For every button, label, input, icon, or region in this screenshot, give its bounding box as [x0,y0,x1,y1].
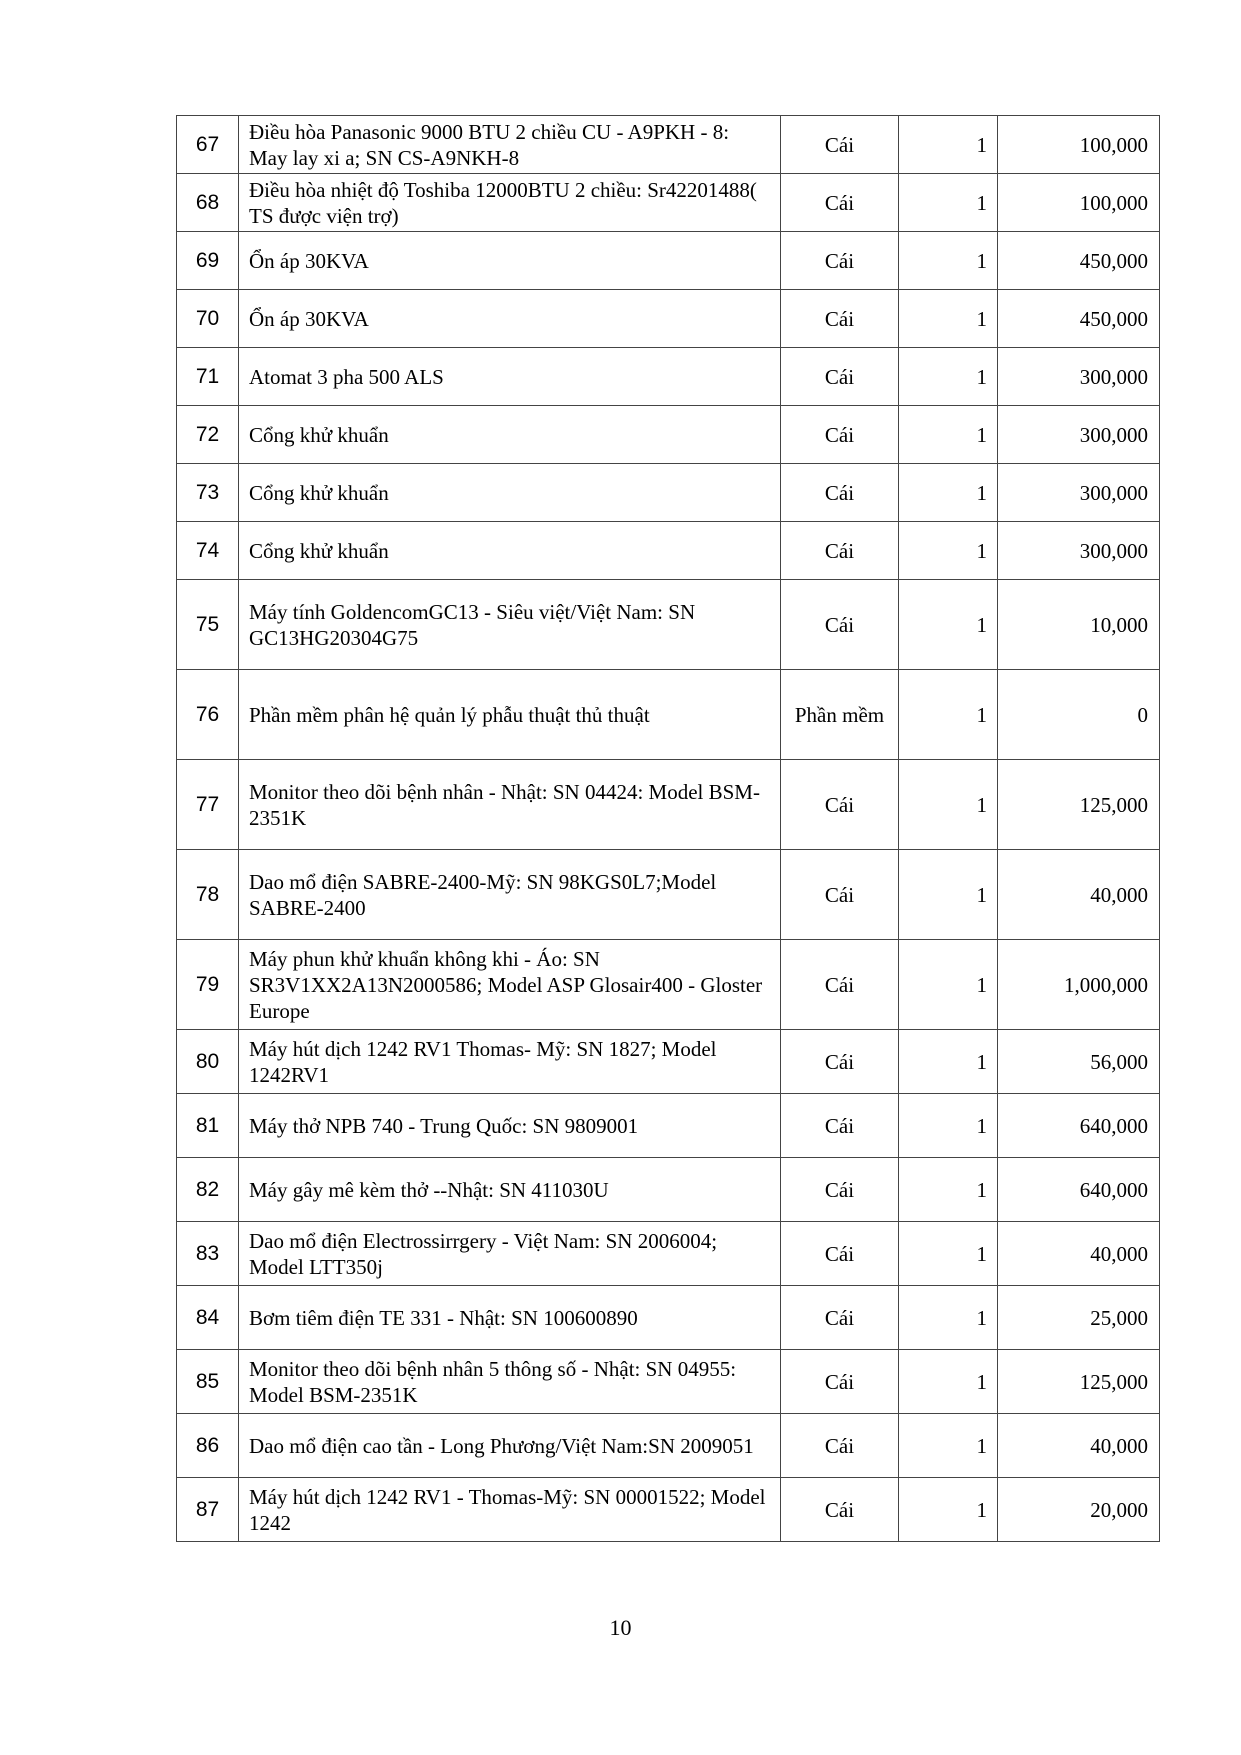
item-name-cell: Ổn áp 30KVA [239,290,781,348]
item-name-cell: Cổng khử khuẩn [239,406,781,464]
item-name-cell: Dao mổ điện Electrossirrgery - Việt Nam: SN 2006004; Model LTT350j [239,1222,781,1286]
row-number-cell: 78 [177,850,239,940]
value-cell: 300,000 [998,406,1160,464]
table-row [177,1414,1160,1478]
item-name-cell: Máy tính GoldencomGC13 - Siêu việt/Việt Nam: SN GC13HG20304G75 [239,580,781,670]
unit-cell: Cái [781,522,899,580]
row-number-cell: 86 [177,1414,239,1478]
quantity-cell: 1 [899,348,998,406]
item-name-cell: Atomat 3 pha 500 ALS [239,348,781,406]
item-name-cell: Máy hút dịch 1242 RV1 - Thomas-Mỹ: SN 00001522; Model 1242 [239,1478,781,1542]
item-name-cell: Dao mổ điện cao tần - Long Phương/Việt Nam:SN 2009051 [239,1414,781,1478]
value-cell: 450,000 [998,290,1160,348]
table-row [177,1478,1160,1542]
item-name-cell: Cổng khử khuẩn [239,464,781,522]
item-name-cell: Máy phun khử khuẩn không khi - Áo: SN SR3V1XX2A13N2000586; Model ASP Glosair400 - Gloster Europe [239,940,781,1030]
row-number-cell: 84 [177,1286,239,1350]
unit-cell: Cái [781,1350,899,1414]
table-row [177,348,1160,406]
row-number-cell: 72 [177,406,239,464]
quantity-cell: 1 [899,522,998,580]
value-cell: 300,000 [998,522,1160,580]
unit-cell: Cái [781,290,899,348]
unit-cell: Cái [781,1286,899,1350]
page-number: 10 [609,1615,632,1640]
row-number-cell: 76 [177,670,239,760]
row-number-cell: 69 [177,232,239,290]
table-row [177,232,1160,290]
quantity-cell: 1 [899,1286,998,1350]
unit-cell: Cái [781,580,899,670]
value-cell: 640,000 [998,1158,1160,1222]
value-cell: 125,000 [998,1350,1160,1414]
quantity-cell: 1 [899,1350,998,1414]
table-row [177,174,1160,232]
value-cell: 450,000 [998,232,1160,290]
quantity-cell: 1 [899,116,998,174]
row-number-cell: 87 [177,1478,239,1542]
row-number-cell: 68 [177,174,239,232]
unit-cell: Cái [781,1414,899,1478]
value-cell: 10,000 [998,580,1160,670]
value-cell: 300,000 [998,348,1160,406]
item-name-cell: Máy gây mê kèm thở --Nhật: SN 411030U [239,1158,781,1222]
quantity-cell: 1 [899,464,998,522]
item-name-cell: Bơm tiêm điện TE 331 - Nhật: SN 100600890 [239,1286,781,1350]
row-number-cell: 81 [177,1094,239,1158]
value-cell: 300,000 [998,464,1160,522]
asset-table-body [177,116,1160,1542]
table-row [177,522,1160,580]
quantity-cell: 1 [899,1478,998,1542]
unit-cell: Cái [781,116,899,174]
item-name-cell: Ổn áp 30KVA [239,232,781,290]
quantity-cell: 1 [899,406,998,464]
value-cell: 25,000 [998,1286,1160,1350]
unit-cell: Cái [781,760,899,850]
row-number-cell: 74 [177,522,239,580]
table-row [177,670,1160,760]
unit-cell: Cái [781,1222,899,1286]
quantity-cell: 1 [899,232,998,290]
value-cell: 640,000 [998,1094,1160,1158]
table-row [177,1158,1160,1222]
value-cell: 0 [998,670,1160,760]
item-name-cell: Cổng khử khuẩn [239,522,781,580]
row-number-cell: 80 [177,1030,239,1094]
quantity-cell: 1 [899,290,998,348]
item-name-cell: Dao mổ điện SABRE-2400-Mỹ: SN 98KGS0L7;Model SABRE-2400 [239,850,781,940]
table-row [177,1094,1160,1158]
unit-cell: Cái [781,940,899,1030]
table-row [177,760,1160,850]
quantity-cell: 1 [899,940,998,1030]
value-cell: 40,000 [998,850,1160,940]
asset-table [176,115,1160,1542]
item-name-cell: Monitor theo dõi bệnh nhân - Nhật: SN 04424: Model BSM-2351K [239,760,781,850]
value-cell: 100,000 [998,116,1160,174]
row-number-cell: 70 [177,290,239,348]
row-number-cell: 71 [177,348,239,406]
row-number-cell: 77 [177,760,239,850]
table-row [177,290,1160,348]
quantity-cell: 1 [899,580,998,670]
table-row [177,1222,1160,1286]
unit-cell: Cái [781,1094,899,1158]
value-cell: 125,000 [998,760,1160,850]
value-cell: 40,000 [998,1414,1160,1478]
unit-cell: Phần mềm [781,670,899,760]
unit-cell: Cái [781,174,899,232]
value-cell: 56,000 [998,1030,1160,1094]
quantity-cell: 1 [899,850,998,940]
quantity-cell: 1 [899,760,998,850]
table-row [177,406,1160,464]
item-name-cell: Monitor theo dõi bệnh nhân 5 thông số - Nhật: SN 04955: Model BSM-2351K [239,1350,781,1414]
item-name-cell: Điều hòa Panasonic 9000 BTU 2 chiều CU - A9PKH - 8: May lay xi a; SN CS-A9NKH-8 [239,116,781,174]
unit-cell: Cái [781,1030,899,1094]
value-cell: 1,000,000 [998,940,1160,1030]
quantity-cell: 1 [899,670,998,760]
table-row [177,464,1160,522]
item-name-cell: Máy thở NPB 740 - Trung Quốc: SN 9809001 [239,1094,781,1158]
table-row [177,580,1160,670]
table-row [177,116,1160,174]
value-cell: 20,000 [998,1478,1160,1542]
row-number-cell: 75 [177,580,239,670]
unit-cell: Cái [781,850,899,940]
item-name-cell: Điều hòa nhiệt độ Toshiba 12000BTU 2 chiều: Sr42201488( TS được viện trợ) [239,174,781,232]
item-name-cell: Phần mềm phân hệ quản lý phẫu thuật thủ thuật [239,670,781,760]
table-row [177,1286,1160,1350]
unit-cell: Cái [781,1158,899,1222]
value-cell: 100,000 [998,174,1160,232]
item-name-cell: Máy hút dịch 1242 RV1 Thomas- Mỹ: SN 1827; Model 1242RV1 [239,1030,781,1094]
quantity-cell: 1 [899,1094,998,1158]
value-cell: 40,000 [998,1222,1160,1286]
unit-cell: Cái [781,348,899,406]
row-number-cell: 82 [177,1158,239,1222]
row-number-cell: 85 [177,1350,239,1414]
unit-cell: Cái [781,1478,899,1542]
row-number-cell: 67 [177,116,239,174]
row-number-cell: 83 [177,1222,239,1286]
row-number-cell: 73 [177,464,239,522]
quantity-cell: 1 [899,1030,998,1094]
unit-cell: Cái [781,232,899,290]
table-row [177,850,1160,940]
unit-cell: Cái [781,406,899,464]
unit-cell: Cái [781,464,899,522]
table-row [177,940,1160,1030]
quantity-cell: 1 [899,1158,998,1222]
row-number-cell: 79 [177,940,239,1030]
quantity-cell: 1 [899,1414,998,1478]
quantity-cell: 1 [899,1222,998,1286]
table-row [177,1350,1160,1414]
quantity-cell: 1 [899,174,998,232]
table-row [177,1030,1160,1094]
